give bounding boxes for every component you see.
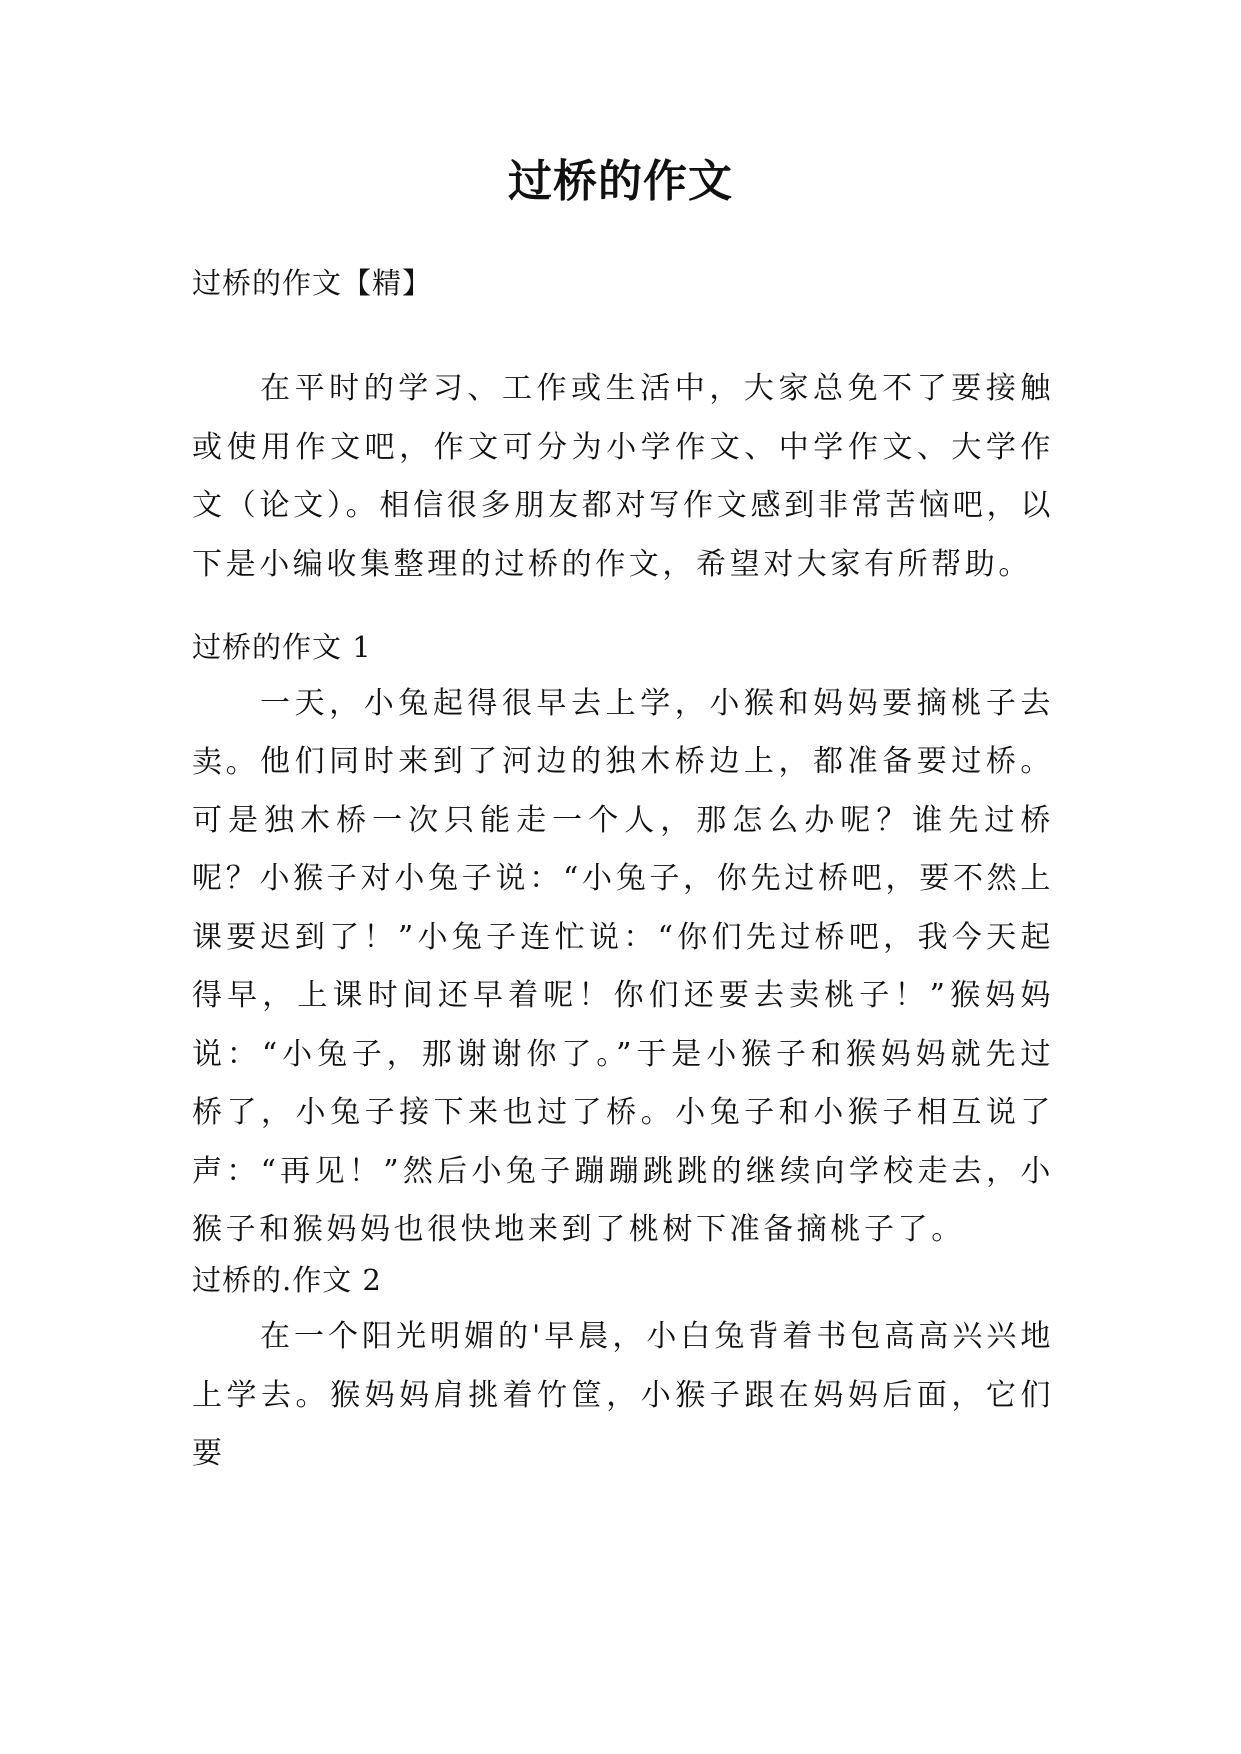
document-title: 过桥的作文: [508, 156, 733, 207]
document-heading: 过桥的作文【精】: [192, 266, 433, 300]
section-2-paragraph-1: 在一个阳光明媚的'早晨，小白兔背着书包高高兴兴地上学去。猴妈妈肩挑着竹筐，小猴子跟在妈妈后面，它们要: [192, 1319, 1054, 1471]
intro-paragraph: 在平时的学习、工作或生活中，大家总免不了要接触或使用作文吧，作文可分为小学作文、中学作文、大学作文（论文）。相信很多朋友都对写作文感到非常苦恼吧，以下是小编收集整理的过桥的作文，希望对大家有所帮助。: [192, 371, 1054, 582]
section-1-paragraph-2: 他们同时来到了河边的独木桥边上，都准备要过桥。可是独木桥一次只能走一个人，那怎么办呢？谁先过桥呢？小猴子对小兔子说：“小兔子，你先过桥吧，要不然上课要迟到了！”小兔子连忙说：“你们先过桥吧，我今天起得早，上课时间还早着呢！你们还要去卖桃子！”猴妈妈说：“小兔子，那谢谢你了。”于是小猴子和猴妈妈就先过桥了，小兔子接下来也过了桥。小兔子和小猴子相互说了声：“再见！”然后小兔子蹦蹦跳跳的继续向学校走去，小猴子和猴妈妈也很快地来到了桃树下准备摘桃子了。: [192, 744, 1054, 1247]
section-1-paragraph-1: 一天，小兔起得很早去上学，小猴和妈妈要摘桃子去卖。: [192, 686, 1054, 780]
section-2-heading: 过桥的.作文 2: [192, 1263, 382, 1297]
section-1-heading: 过桥的作文 1: [192, 630, 372, 664]
